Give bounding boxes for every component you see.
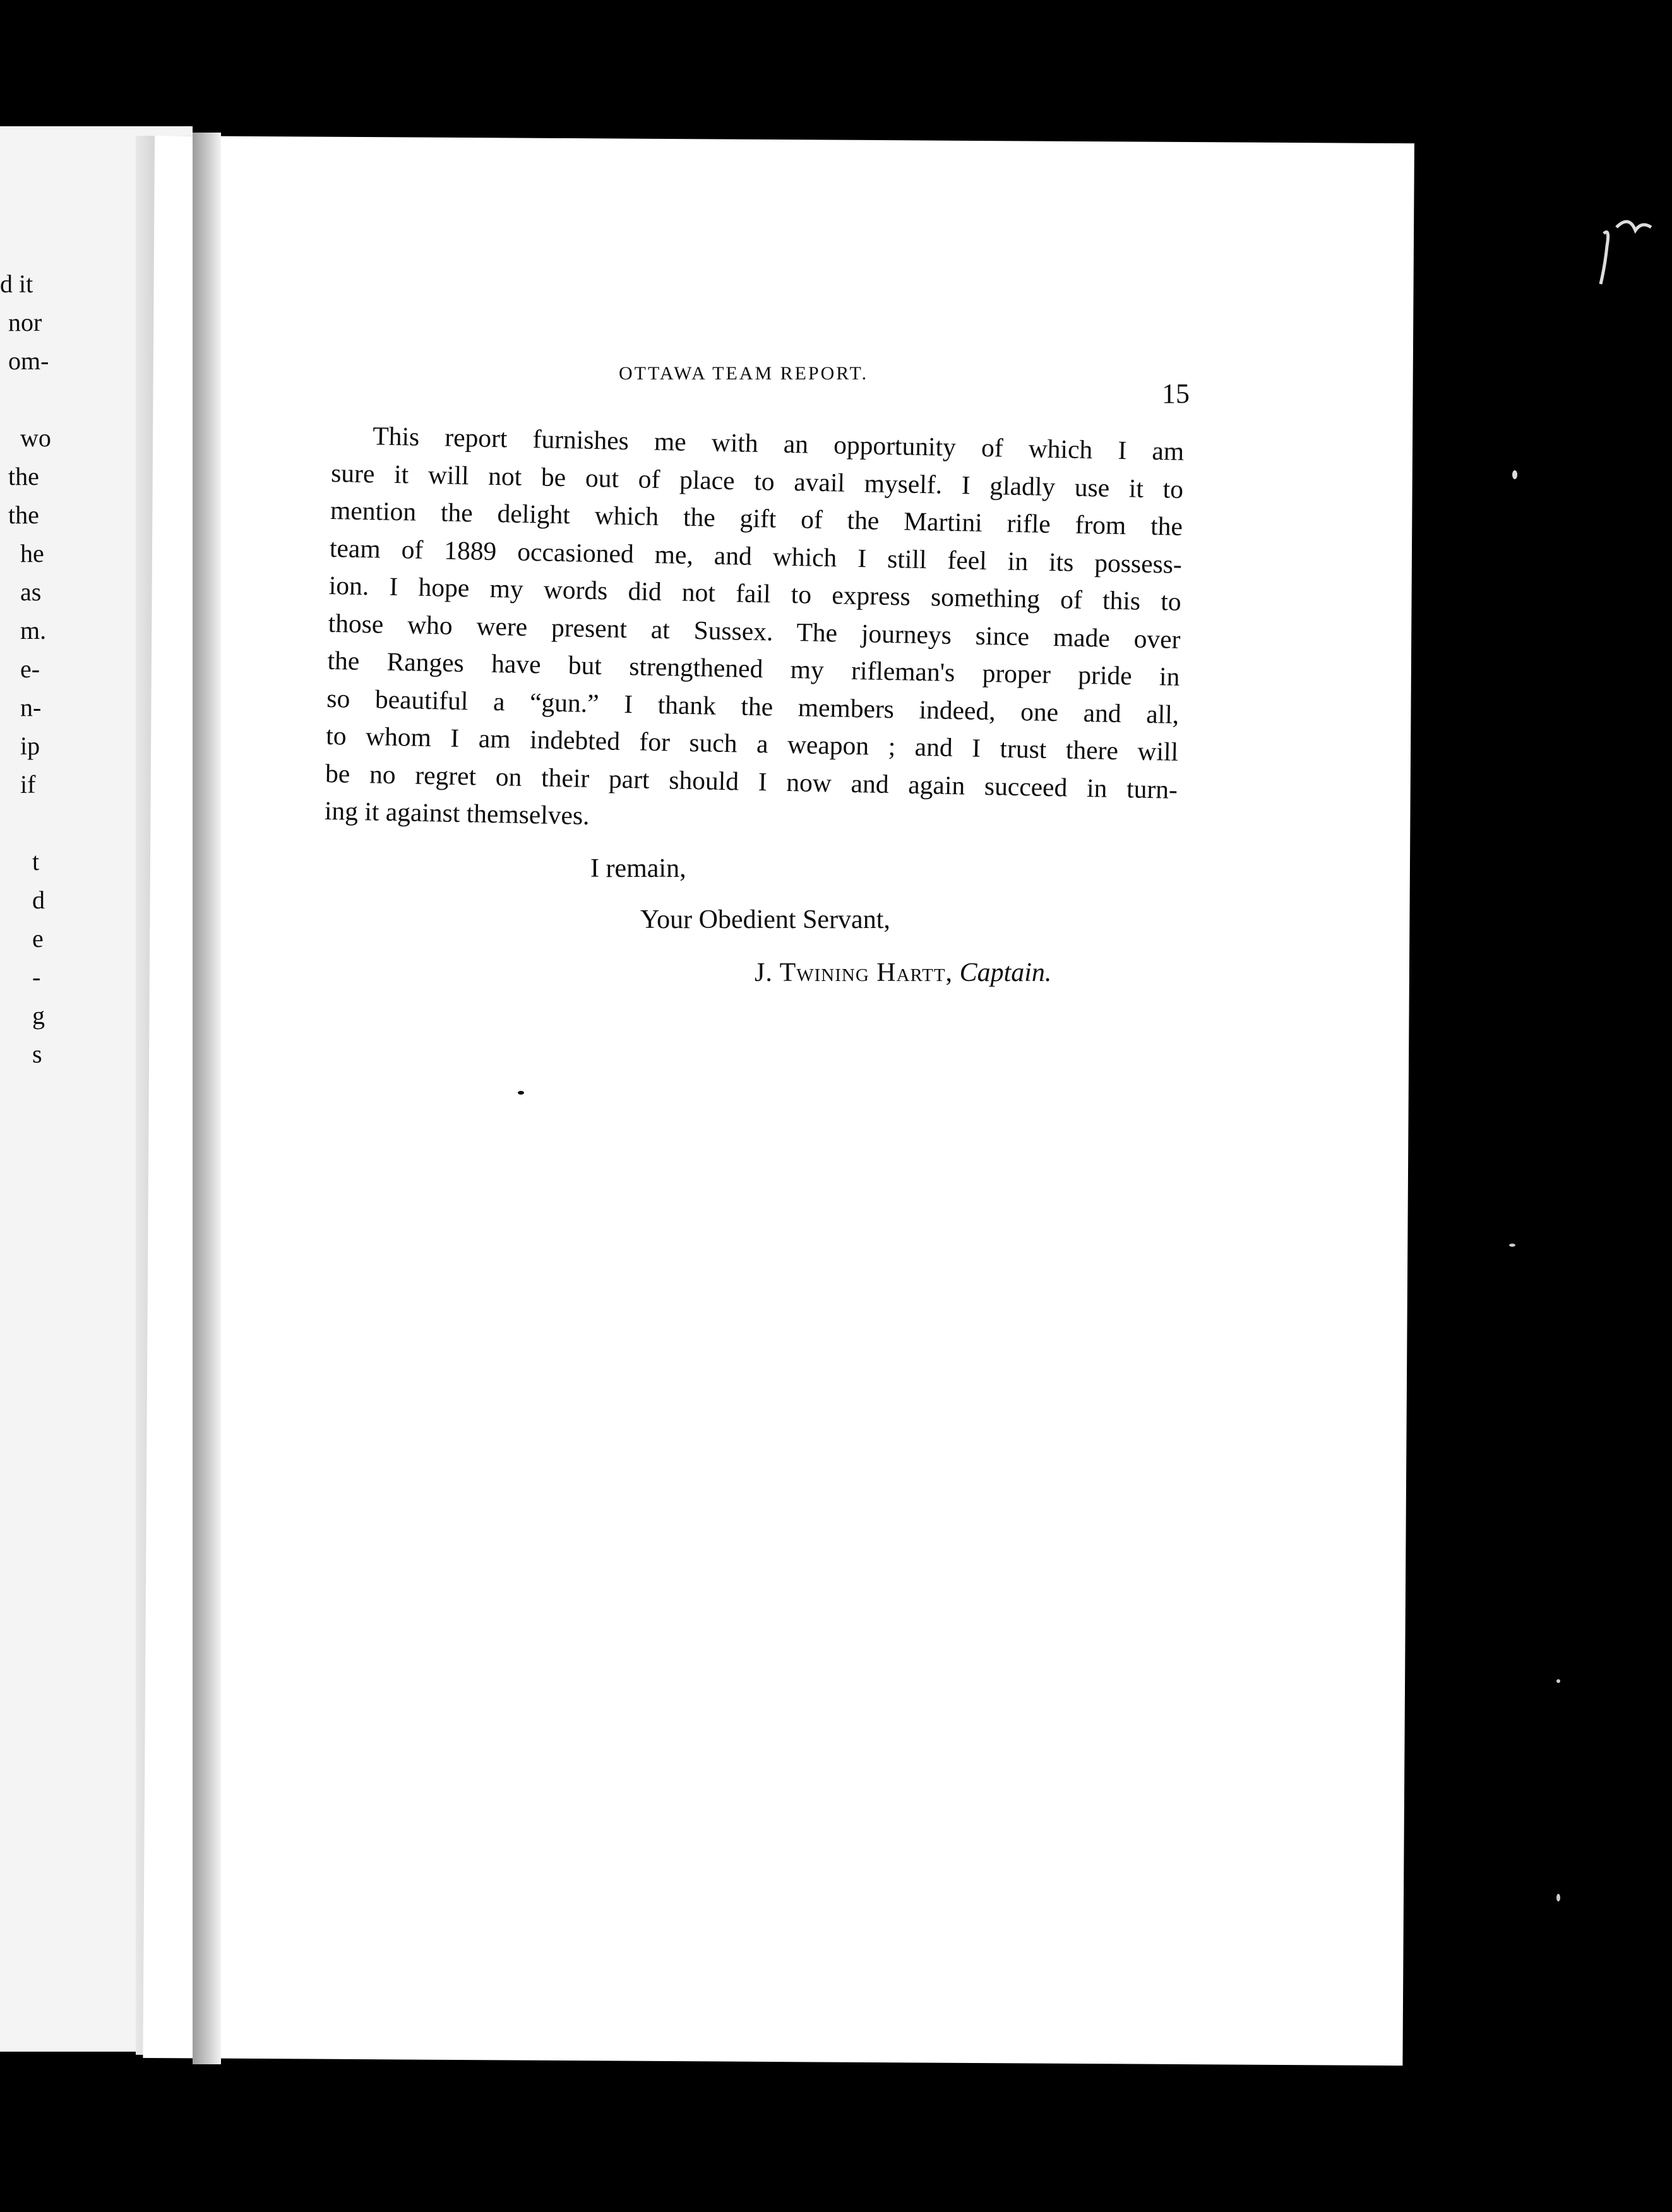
letter-line: those who were present at Sussex. The journeys since made over xyxy=(328,608,1181,654)
running-header: OTTAWA TEAM REPORT. xyxy=(619,363,869,384)
previous-page-fragment: wo xyxy=(20,424,51,452)
letter-line: mention the delight which the gift of the Martini rifle from the xyxy=(330,495,1183,541)
previous-page-fragment: he xyxy=(20,539,44,568)
previous-page-fragment: om- xyxy=(8,347,49,375)
letter-body xyxy=(324,417,1184,846)
page-number: 15 xyxy=(1162,378,1190,409)
previous-page-fragment: t xyxy=(32,847,40,876)
previous-page-fragment: the xyxy=(8,462,39,491)
letter-line: so beautiful a “gun.” I thank the members indeed, one and all, xyxy=(326,683,1179,729)
previous-page-fragment: s xyxy=(32,1040,42,1068)
letter-line: the Ranges have but strengthened my rifleman's proper pride in xyxy=(327,645,1180,691)
scan-speck xyxy=(1512,470,1517,479)
previous-page-fragment: d xyxy=(32,886,45,914)
previous-page-fragment: the xyxy=(8,501,39,529)
signature xyxy=(755,958,1051,988)
signature-title: Captain. xyxy=(959,958,1052,987)
letter-line: ing it against themselves. xyxy=(324,795,590,830)
scan-speck xyxy=(518,1091,524,1095)
letter-line: This report furnishes me with an opportunity of which I am xyxy=(372,421,1185,466)
previous-page-fragment: ip xyxy=(20,732,40,760)
scan-artifact-mark xyxy=(1591,202,1661,290)
signature-name: J. Twining Hartt, xyxy=(755,958,953,987)
letter-line: be no regret on their part should I now and again succeed in turn- xyxy=(325,758,1178,804)
letter-line: team of 1889 occasioned me, and which I still feel in its possess- xyxy=(329,533,1183,579)
previous-page-fragment: m. xyxy=(20,616,47,645)
previous-page-fragment: nor xyxy=(8,308,42,336)
previous-page-fragment: if xyxy=(20,770,36,799)
previous-page-fragment: as xyxy=(20,578,42,606)
previous-page-fragment: e- xyxy=(20,655,40,683)
scan-speck xyxy=(1556,1894,1560,1901)
previous-page-fragment: e xyxy=(32,924,44,953)
previous-page-fragment: - xyxy=(32,963,41,991)
letter-line: ion. I hope my words did not fail to express something of this to xyxy=(328,570,1182,616)
scan-speck xyxy=(1556,1679,1560,1683)
closing-remain: I remain, xyxy=(590,854,686,883)
previous-page-fragment: g xyxy=(32,1001,45,1030)
scan-speck xyxy=(1509,1244,1515,1247)
previous-page-fragment: n- xyxy=(20,693,42,722)
letter-line: sure it will not be out of place to avail myself. I gladly use it to xyxy=(330,458,1184,504)
page-spine-shadow xyxy=(193,133,221,2064)
closing-servant: Your Obedient Servant, xyxy=(640,905,890,934)
letter-line: to whom I am indebted for such a weapon ; and I trust there will xyxy=(325,720,1179,766)
previous-page-fragment: d it xyxy=(0,270,33,298)
